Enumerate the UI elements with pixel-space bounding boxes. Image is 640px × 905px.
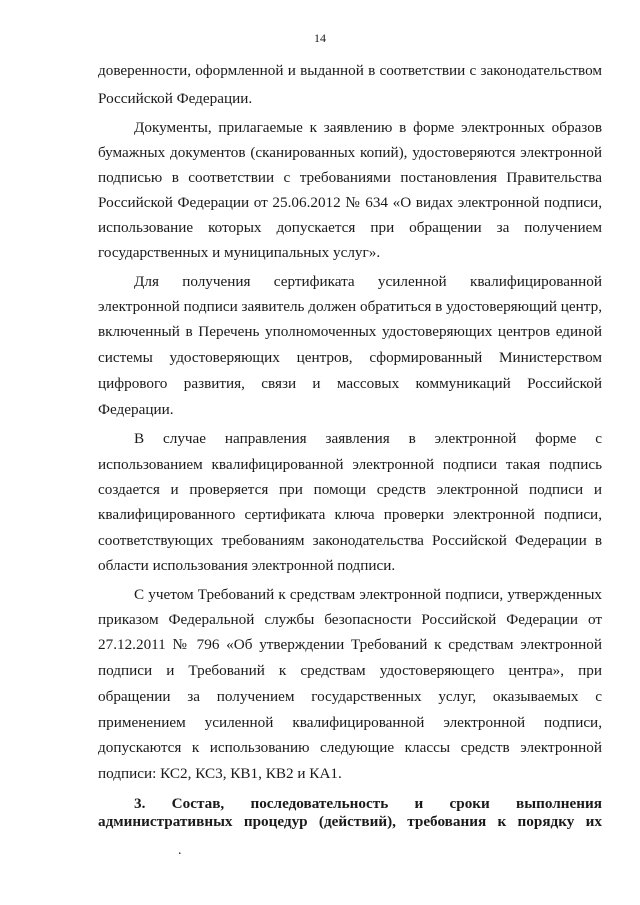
text-line: применением усиленной квалифицированной электронной подписи, <box>98 714 602 731</box>
text-line: цифрового развития, связи и массовых коммуникаций Российской <box>98 375 602 392</box>
text-line: Российской Федерации от 25.06.2012 № 634 «О видах электронной подписи, <box>98 194 602 211</box>
text-line: Федерации. <box>98 401 174 418</box>
text-line: использованием квалифицированной электронной подписи такая подпись <box>98 456 602 473</box>
text-line: доверенности, оформленной и выданной в соответствии с законодательством <box>98 62 602 79</box>
text-line: обращении за получением государственных услуг, оказываемых с <box>98 688 602 705</box>
text-line: С учетом Требований к средствам электронной подписи, утвержденных <box>134 586 602 603</box>
text-line: Документы, прилагаемые к заявлению в форме электронных образов <box>134 119 602 136</box>
section-heading: 3. Состав, последовательность и сроки выполнения <box>134 795 602 812</box>
text-line: электронной подписи заявитель должен обратиться в удостоверяющий центр, <box>98 298 602 315</box>
text-line: подписи и Требований к средствам удостоверяющего центра», при <box>98 662 602 679</box>
text-line: квалифицированного сертификата ключа проверки электронной подписи, <box>98 506 602 523</box>
text-line: 27.12.2011 № 796 «Об утверждении Требований к средствам электронной <box>98 636 602 653</box>
page-number: 14 <box>314 31 326 45</box>
text-line: государственных и муниципальных услуг». <box>98 244 381 261</box>
text-line: бумажных документов (сканированных копий), удостоверяются электронной <box>98 144 602 161</box>
text-line: Для получения сертификата усиленной квалифицированной <box>134 273 602 290</box>
text-line: использование которых допускается при обращении за получением <box>98 219 602 236</box>
text-line: подписью в соответствии с требованиями постановления Правительства <box>98 169 602 186</box>
text-line: области использования электронной подписи. <box>98 557 396 574</box>
text-line: подписи: КС2, КС3, КВ1, КВ2 и КА1. <box>98 765 342 782</box>
text-line: допускаются к использованию следующие классы средств электронной <box>98 739 602 756</box>
text-line: приказом Федеральной службы безопасности Российской Федерации от <box>98 611 602 628</box>
text-line: создается и проверяется при помощи средств электронной подписи и <box>98 481 602 498</box>
text-line: соответствующих требованиям законодательства Российской Федерации в <box>98 532 602 549</box>
text-line: системы удостоверяющих центров, сформированный Министерством <box>98 349 602 366</box>
text-line: Российской Федерации. <box>98 90 253 107</box>
section-heading: административных процедур (действий), требования к порядку их <box>98 813 602 830</box>
trailing-mark: . <box>178 843 182 858</box>
text-line: включенный в Перечень уполномоченных удостоверяющих центров единой <box>98 323 602 340</box>
text-line: В случае направления заявления в электронной форме с <box>134 430 602 447</box>
